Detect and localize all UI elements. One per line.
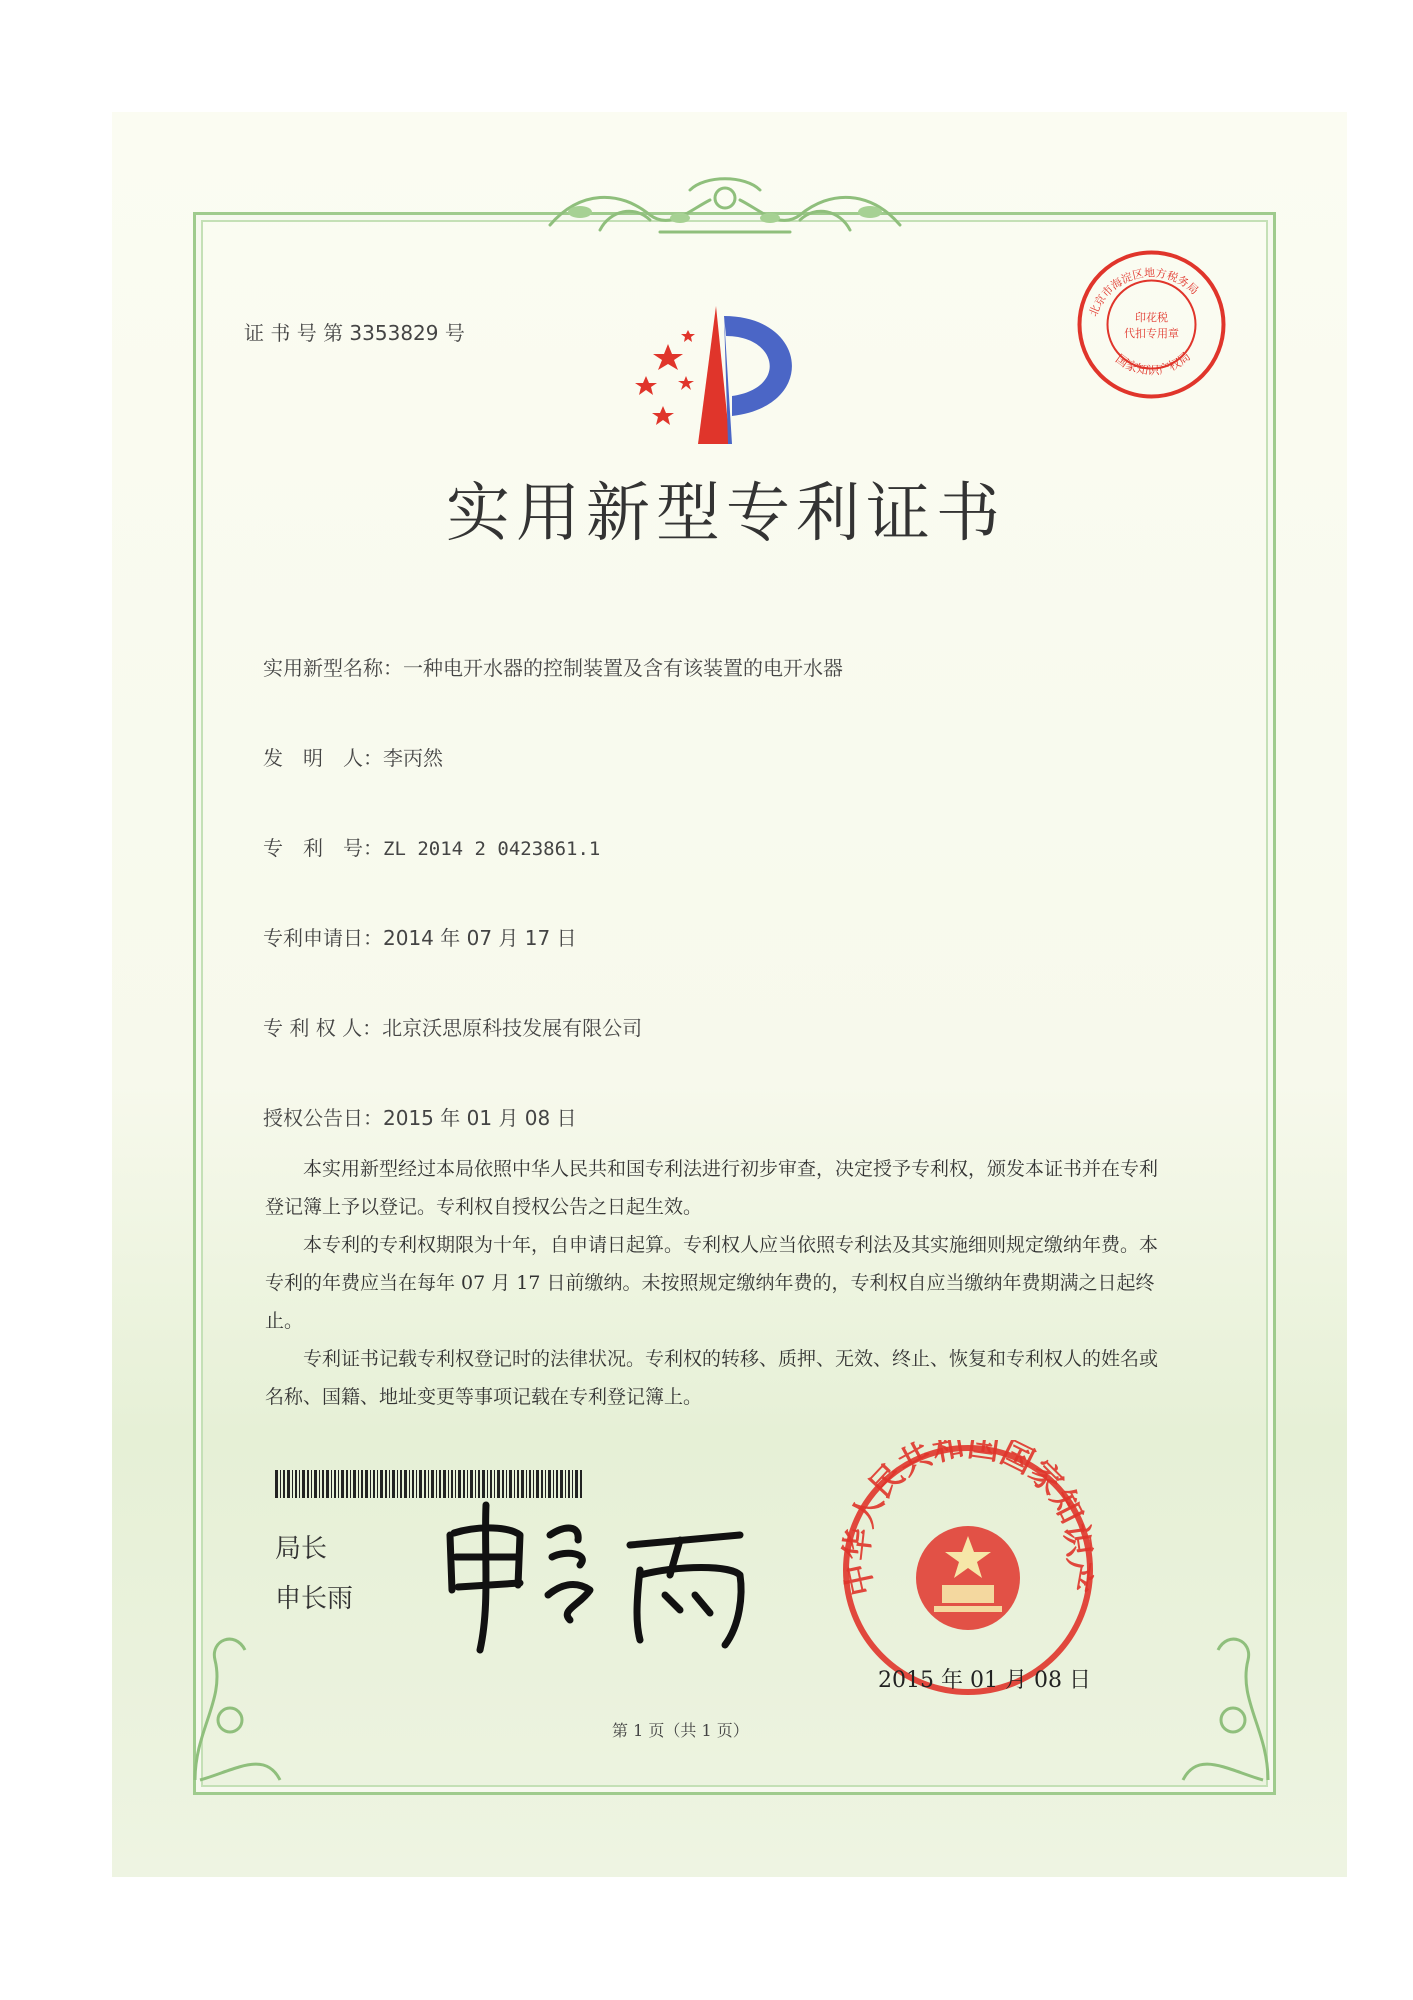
field-value: ZL 2014 2 0423861.1 <box>383 838 601 860</box>
field-patent-number <box>263 832 600 861</box>
field-grant-date <box>263 1102 577 1131</box>
director-name: 申长雨 <box>275 1584 354 1614</box>
certificate-title: 实用新型专利证书 <box>446 477 1006 551</box>
field-value: 2014 年 07 月 17 日 <box>383 926 577 950</box>
director-title: 局长 <box>275 1534 328 1564</box>
field-label: 授权公告日： <box>263 1106 383 1130</box>
bottom-left-ornament <box>185 1610 295 1790</box>
field-value: 2015 年 01 月 08 日 <box>383 1106 577 1130</box>
body-paragraph: 本实用新型经过本局依照中华人民共和国专利法进行初步审查，决定授予专利权，颁发本证书并在专利登记簿上予以登记。专利权自授权公告之日起生效。 <box>265 1158 1159 1218</box>
svg-text:代扣专用章: 代扣专用章 <box>1124 327 1179 340</box>
certificate-body <box>265 1150 1175 1416</box>
svg-text:北京市海淀区地方税务局: 北京市海淀区地方税务局 <box>1086 266 1201 319</box>
issue-date: 2015 年 01 月 08 日 <box>878 1668 1091 1693</box>
tax-stamp <box>1074 247 1229 402</box>
field-label: 实用新型名称： <box>263 656 403 680</box>
field-label: 专 利 权 人： <box>263 1016 383 1040</box>
svg-text:印花税: 印花税 <box>1135 311 1168 324</box>
field-value: 北京沃思原科技发展有限公司 <box>382 1016 643 1040</box>
body-paragraph: 专利证书记载专利权登记时的法律状况。专利权的转移、质押、无效、终止、恢复和专利权人的姓名或名称、国籍、地址变更等事项记载在专利登记簿上。 <box>265 1348 1159 1408</box>
svg-text:中华人民共和国国家知识产权局: 中华人民共和国国家知识产 <box>838 1440 1098 1600</box>
barcode <box>275 1470 585 1498</box>
field-application-date <box>263 922 577 951</box>
body-paragraph: 本专利的专利权期限为十年，自申请日起算。专利权人应当依照专利法及其实施细则规定缴纳年费。本专利的年费应当在每年 07 月 17 日前缴纳。未按照规定缴纳年费的，专利权自应当缴纳年费期满之日起终止。 <box>265 1234 1159 1332</box>
field-inventor <box>263 742 443 771</box>
field-patentee <box>263 1012 642 1041</box>
page-indicator: 第 1 页（共 1 页） <box>612 1721 749 1740</box>
patent-office-logo-icon <box>628 296 818 446</box>
tax-stamp-seal-icon <box>1074 247 1229 402</box>
field-utility-model-name <box>263 652 843 681</box>
director-signature <box>440 1495 760 1655</box>
field-value: 一种电开水器的控制装置及含有该装置的电开水器 <box>403 656 843 680</box>
certificate-number: 证 书 号 第 3353829 号 <box>244 321 465 345</box>
field-label: 专利申请日： <box>263 926 383 950</box>
svg-text:国家知识产权局: 国家知识产权局 <box>1113 349 1194 378</box>
official-seal <box>838 1440 1098 1700</box>
field-label: 专 利 号： <box>263 836 383 860</box>
field-value: 李丙然 <box>383 746 443 770</box>
bottom-right-ornament <box>1168 1610 1278 1790</box>
national-emblem-seal-icon <box>838 1440 1098 1700</box>
field-label: 发 明 人： <box>263 746 383 770</box>
top-ornament <box>540 170 910 250</box>
